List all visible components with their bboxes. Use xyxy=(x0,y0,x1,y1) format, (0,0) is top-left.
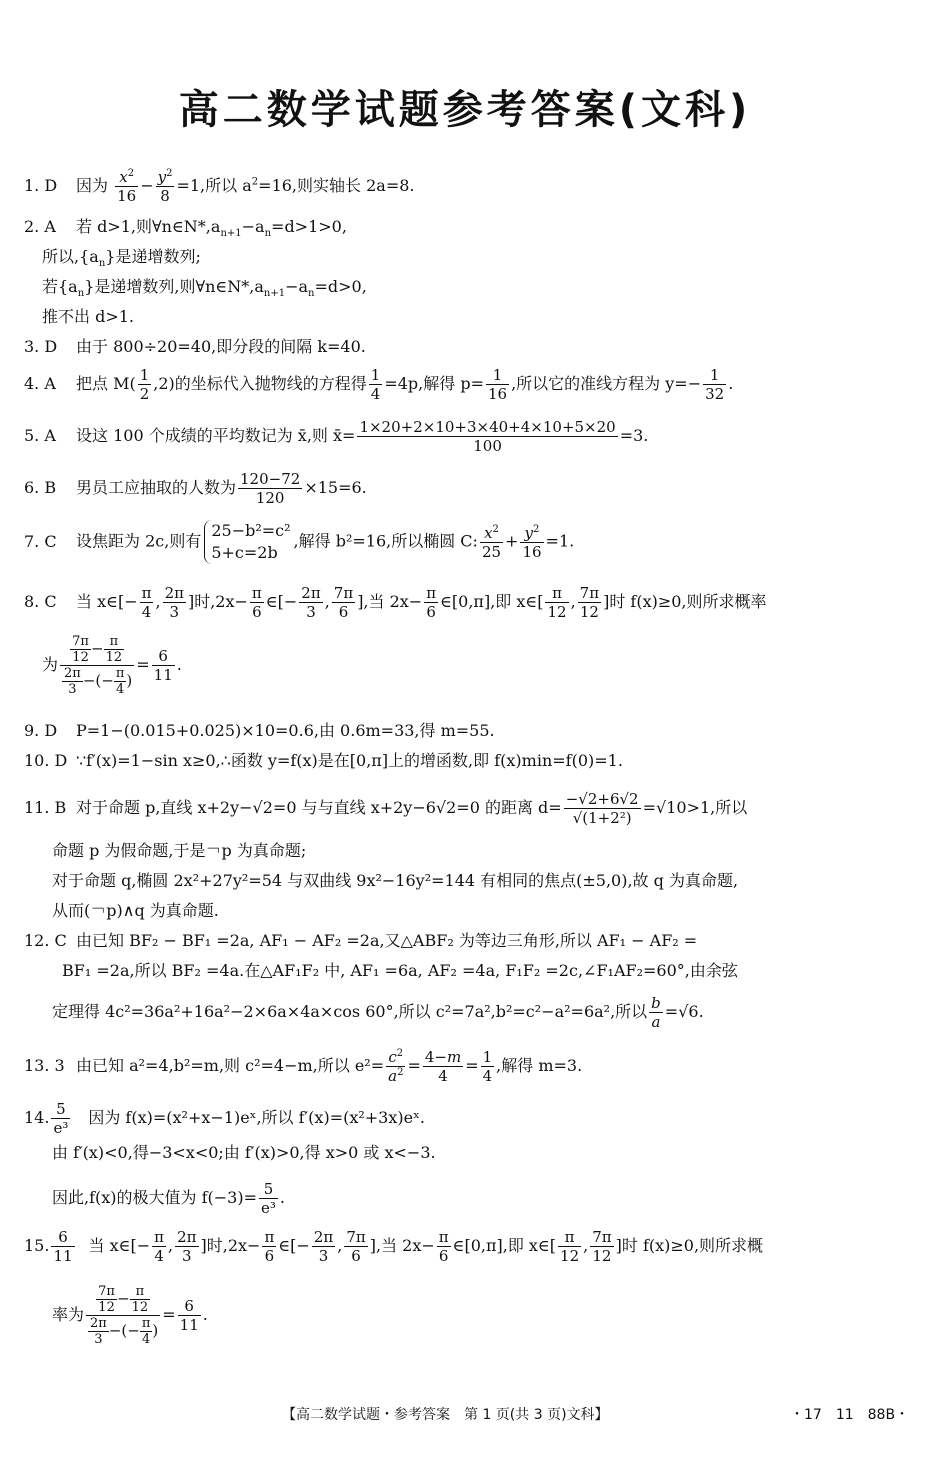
answer-2-line-2: 所以$,\{a_n\}$是递增数列; xyxy=(42,247,201,270)
answer-14-line-3: 因此,f(x)的极大值为 f(−3)= $\frac{5}{\text{e³}}$ . xyxy=(52,1180,285,1217)
answer-12-line-2: BF₁ =2a,所以 BF₂ =4a.在△AF₁F₂ 中, AF₁ =6a, AF₂ =4a, F₁F₂ =2c,∠F₁AF₂=60°,由余弦 xyxy=(62,961,738,980)
answer-11-line-3: 对于命题 q,椭圆 2x²+27y²=54 与双曲线 9x²−16y²=144 有相同的焦点(±5,0),故 q 为真命题, xyxy=(52,871,739,890)
answer-8: 8. C 当 x∈[− $\frac{\pi}{4}$ , $\frac{2\pi}{3}$ ]时,2x− $\frac{\pi}{6}$ ∈[− $\frac{2\pi}{3}$ , $\frac{7\pi}{6}$ ],当 2x− $\frac{\pi}{6}$ ∈[0,π],即 x∈[ $\frac{\pi}{12}$ , $\frac{7\pi}{12}$ ]时 f(x)≥0,则所求概率 xyxy=(24,584,767,621)
answer-12: 12. C 由已知 BF₂ − BF₁ =2a, AF₁ − AF₂ =2a,又△ABF₂ 为等边三角形,所以 AF₁ − AF₂ = xyxy=(24,931,698,950)
answer-14-line-2: 由 f′(x)<0,得−3<x<0;由 f′(x)>0,得 x>0 或 x<−3. xyxy=(52,1143,436,1162)
page-title: 高二数学试题参考答案(文科) xyxy=(178,87,752,133)
answer-15-line-2: 率为 $\frac{7\pi}{12}$ − $\frac{\pi}{12}$ $\frac{2\pi}{3}$ −(− $\frac{\pi}{4}$ ) = $\frac{6}{11}$ . xyxy=(52,1284,208,1347)
answer-13: 13. 3 由已知 a²=4,b²=m,则 c²=4−m,所以 e²= $\frac{c^2}{a^2}$ = $\frac{4-m}{4}$ = $\frac{1}{4}$ ,解得 m=3. xyxy=(24,1048,583,1085)
footer-center: 【高二数学试题・参考答案 第 1 页(共 3 页)文科】 xyxy=(282,1407,609,1423)
answer-9: 9. D P=1−(0.015+0.025)×10=0.6,由 0.6m=33,得 m=55. xyxy=(24,721,495,740)
answer-14: 14. $\frac{5}{\text{e³}}$ 因为 f(x)=(x²+x−1)eˣ,所以 f′(x)=(x²+3x)eˣ. xyxy=(24,1100,425,1137)
answer-11-line-4: 从而(￢p)∧q 为真命题. xyxy=(52,901,219,920)
answer-6: 6. B 男员工应抽取的人数为 $\frac{120-72}{120}$ ×15=6. xyxy=(24,470,367,507)
answer-2-line-3: 若$\{a_n\}$是递增数列,则$\forall n\in N*,a_{n+1}-a_n=d>0$, xyxy=(42,277,367,300)
answer-1: 1. D 因为 $\frac{x^2}{16}$ − $\frac{y^2}{8}$ =1,所以 $a^2=16$,则实轴长 2a=8. xyxy=(24,168,415,205)
answer-15: 15. $\frac{6}{11}$ 当 x∈[− $\frac{\pi}{4}$ , $\frac{2\pi}{3}$ ]时,2x− $\frac{\pi}{6}$ ∈[− $\frac{2\pi}{3}$ , $\frac{7\pi}{6}$ ],当 2x− $\frac{\pi}{6}$ ∈[0,π],即 x∈[ $\frac{\pi}{12}$ , $\frac{7\pi}{12}$ ]时 f(x)≥0,则所求概 xyxy=(24,1228,764,1265)
answer-10: 10. D ∵f′(x)=1−sin x≥0,∴函数 y=f(x)是在[0,π]上的增函数,即 f(x)min=f(0)=1. xyxy=(24,751,623,770)
answer-4: 4. A 把点 M( $\frac{1}{2}$ ,2)的坐标代入抛物线的方程得 $\frac{1}{4}$ =4p,解得 p= $\frac{1}{16}$ ,所以它的准线方程为 y=− $\frac{1}{32}$ . xyxy=(24,366,734,403)
answer-2-line-4: 推不出 d>1. xyxy=(42,307,135,326)
answer-3: 3. D 由于 800÷20=40,即分段的间隔 k=40. xyxy=(24,337,366,356)
answer-2: 2. A 若 d>1,则$\forall n\in N*,a_{n+1}-a_n=d>1>0$, xyxy=(24,217,347,240)
answer-11-line-2: 命题 p 为假命题,于是￢p 为真命题; xyxy=(52,841,307,860)
answer-8-line-2: 为 $\frac{7\pi}{12}$ − $\frac{\pi}{12}$ $\frac{2\pi}{3}$ −(− $\frac{\pi}{4}$ ) = $\frac{6}{11}$ . xyxy=(42,634,182,697)
answer-7: 7. C 设焦距为 2c,则有 25−b²=c² 5+c=2b ,解得 b²=16,所以椭圆 C: $\frac{x^2}{25}$ + $\frac{y^2}{16}$ =1. xyxy=(24,521,575,562)
footer-code: ・17 11 88B・ xyxy=(790,1407,910,1423)
answer-11: 11. B 对于命题 p,直线 x+2y−√2=0 与与直线 x+2y−6√2=0 的距离 d= $\frac{-√2+6√2}{\text{√(1+2²)}}$ =√10>1,所以 xyxy=(24,790,748,827)
answer-12-line-3: 定理得 4c²=36a²+16a²−2×6a×4a×cos 60°,所以 c²=7a²,b²=c²−a²=6a²,所以 $\frac{b}{a}$ =√6. xyxy=(52,994,704,1031)
answer-5: 5. A 设这 100 个成绩的平均数记为 x̄,则 x̄= $\frac{1\times 20+2\times 10+3\times 40+4\times 10+5\times 20}{100}$ =3. xyxy=(24,418,649,455)
